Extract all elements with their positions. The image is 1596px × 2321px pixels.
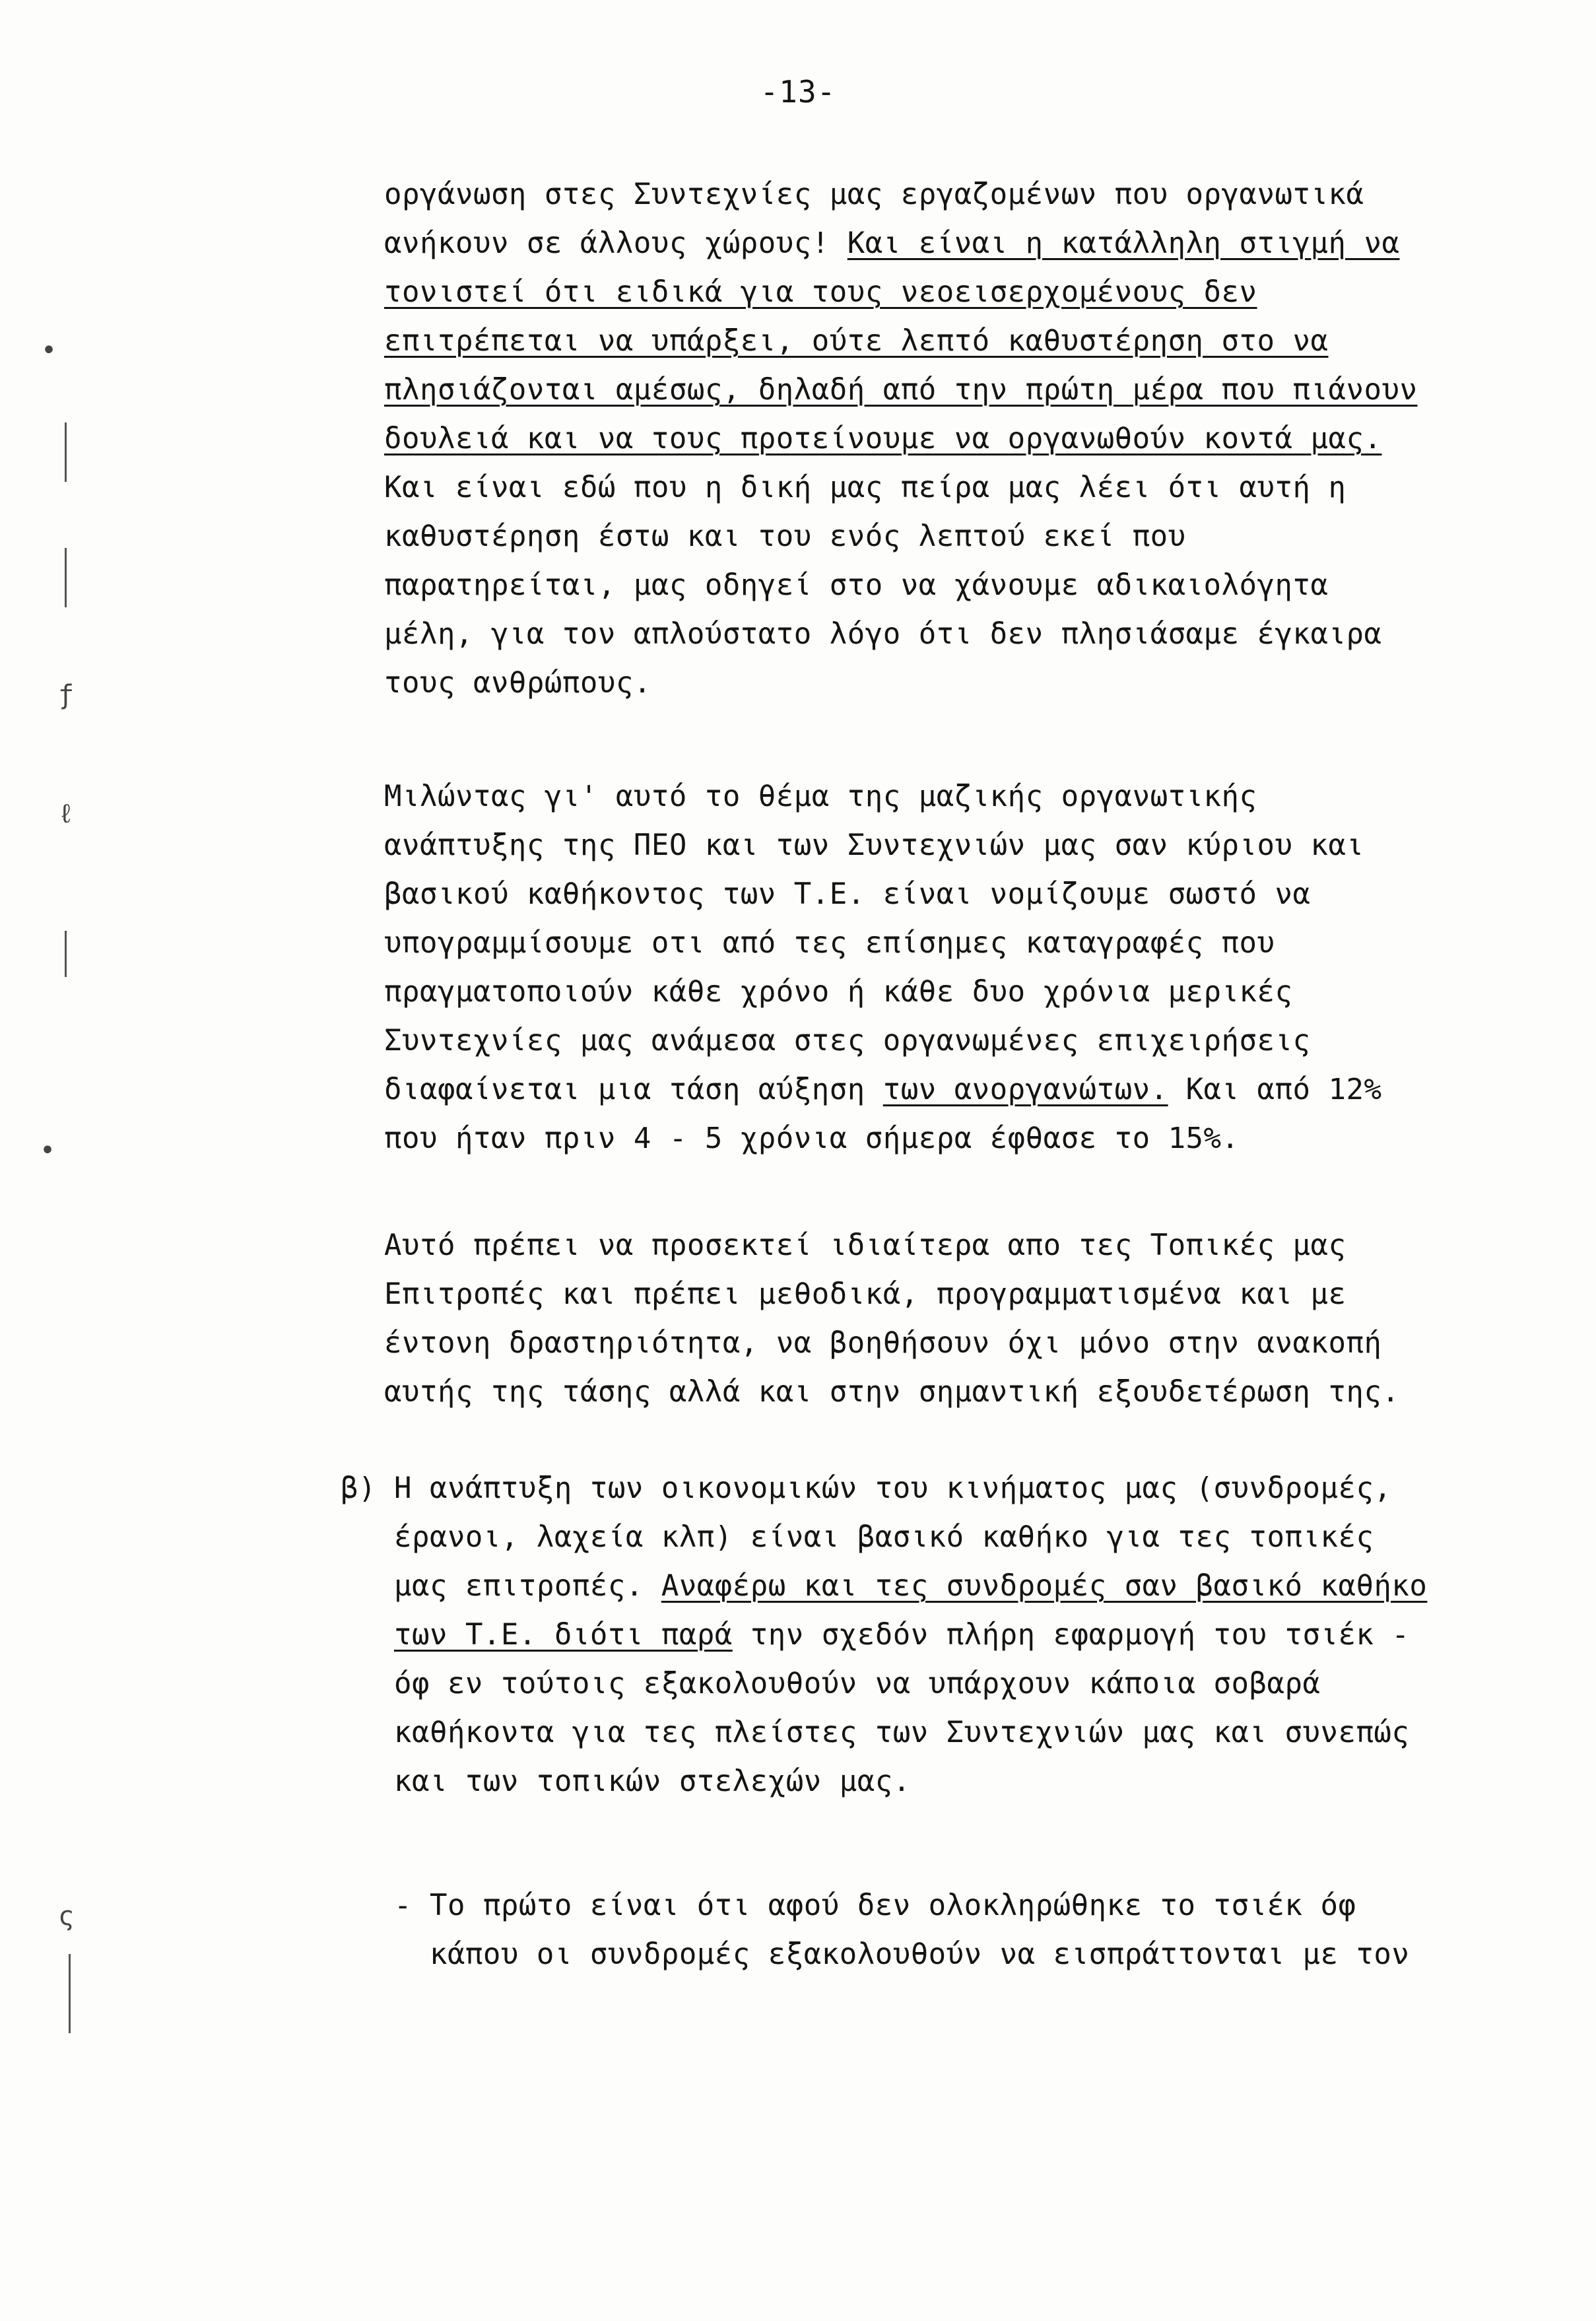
text-run: πραγματοποιούν κάθε χρόνο ή κάθε δυο χρόνια μερικές	[384, 975, 1293, 1009]
text-line	[341, 1660, 1427, 1708]
underlined-text: των Τ.Ε. διότι παρά	[393, 1618, 733, 1652]
margin-mark: ℓ	[58, 799, 75, 829]
text-run: καθήκοντα για τες πλείστες των Συντεχνιών μας και συνεπώς	[341, 1716, 1410, 1749]
text-run: οργάνωση στες Συντεχνίες μας εργαζομένων που οργανωτικά	[384, 178, 1364, 211]
text-line	[384, 1017, 1381, 1065]
text-run: Και από 12%	[1168, 1073, 1382, 1106]
margin-dot: •	[40, 1135, 56, 1166]
text-run: - Το πρώτο είναι ότι αφού δεν ολοκληρώθηκε το τσιέκ όφ	[341, 1889, 1356, 1922]
underlined-text: επιτρέπεται να υπάρξει, ούτε λεπτό καθυστέρηση στο να	[384, 324, 1329, 358]
text-line	[384, 219, 1417, 268]
text-run: τους ανθρώπους.	[384, 666, 651, 700]
text-line	[341, 1930, 1409, 1979]
text-line	[384, 919, 1381, 968]
text-line	[384, 268, 1417, 317]
text-run: β) Η ανάπτυξη των οικονομικών του κινήματος μας (συνδρομές,	[341, 1471, 1392, 1505]
text-run: ανήκουν σε άλλους χώρους!	[384, 226, 848, 260]
text-run: βασικού καθήκοντος των Τ.Ε. είναι νομίζουμε σωστό να	[384, 877, 1311, 911]
text-line	[384, 772, 1381, 821]
text-line	[341, 1708, 1427, 1757]
text-line	[384, 366, 1417, 415]
text-line	[384, 561, 1417, 610]
margin-rule	[65, 931, 67, 977]
text-run: διαφαίνεται μια τάση αύξηση	[384, 1073, 883, 1106]
text-run	[341, 1618, 394, 1652]
text-run: αυτής της τάσης αλλά και στην σημαντική εξουδετέρωση της.	[384, 1375, 1400, 1409]
margin-mark: ƒ	[58, 680, 75, 710]
text-line	[384, 317, 1417, 366]
paragraph-local-committees-task	[384, 1221, 1399, 1417]
text-line	[384, 415, 1417, 463]
text-run: μέλη, για τον απλούστατο λόγο ότι δεν πλησιάσαμε έγκαιρα	[384, 617, 1382, 651]
margin-rule	[69, 1954, 71, 2033]
text-line	[341, 1881, 1409, 1930]
underlined-text: τονιστεί ότι ειδικά για τους νεοεισερχομένους δεν	[384, 275, 1257, 309]
text-line	[341, 1513, 1427, 1562]
underlined-text: πλησιάζονται αμέσως, δηλαδή από την πρώτη μέρα που πιάνουν	[384, 373, 1418, 407]
text-line	[341, 1464, 1427, 1513]
margin-mark: ς	[58, 1901, 75, 1932]
margin-rule	[65, 422, 67, 482]
text-run: Συντεχνίες μας ανάμεσα στες οργανωμένες επιχειρήσεις	[384, 1024, 1311, 1058]
text-run: όφ εν τούτοις εξακολουθούν να υπάρχουν κάποια σοβαρά	[341, 1667, 1321, 1700]
underlined-text: των ανοργανώτων.	[882, 1073, 1168, 1106]
text-run: την σχεδόν πλήρη εφαρμογή του τσιέκ -	[732, 1618, 1410, 1652]
text-line	[341, 1562, 1427, 1611]
underlined-text: δουλειά και να τους προτείνουμε να οργανωθούν κοντά μας.	[384, 422, 1382, 455]
text-run: Αυτό πρέπει να προσεκτεί ιδιαίτερα απο τες Τοπικές μας	[384, 1228, 1347, 1262]
text-line	[384, 1065, 1381, 1114]
margin-dot: •	[41, 335, 57, 366]
margin-rule	[65, 548, 67, 607]
text-line	[384, 1221, 1399, 1270]
text-line	[341, 1611, 1427, 1660]
text-run: κάπου οι συνδρομές εξακολουθούν να εισπράττονται με τον	[341, 1937, 1410, 1971]
text-line	[384, 1114, 1381, 1163]
underlined-text: Και είναι η κατάλληλη στιγμή να	[847, 226, 1400, 260]
text-run: που ήταν πριν 4 - 5 χρόνια σήμερα έφθασε το 15%.	[384, 1122, 1240, 1155]
text-line	[384, 870, 1381, 919]
text-run: ανάπτυξης της ΠΕΟ και των Συντεχνιών μας σαν κύριου και	[384, 828, 1364, 862]
paragraph-organising-new-members	[384, 170, 1417, 708]
paragraph-mass-organisational-development	[384, 772, 1381, 1163]
page-number: -13-	[760, 74, 836, 110]
text-run: παρατηρείται, μας οδηγεί στο να χάνουμε αδικαιολόγητα	[384, 568, 1329, 602]
underlined-text: Αναφέρω και τες συνδρομές σαν βασικό καθήκο	[661, 1569, 1428, 1603]
text-run: έρανοι, λαχεία κλπ) είναι βασικό καθήκο για τες τοπικές	[341, 1520, 1374, 1554]
text-line	[341, 1757, 1427, 1806]
text-line	[384, 659, 1417, 708]
section-b-finances	[341, 1464, 1427, 1806]
text-run: έντονη δραστηριότητα, να βοηθήσουν όχι μόνο στην ανακοπή	[384, 1326, 1382, 1360]
text-run: Και είναι εδώ που η δική μας πείρα μας λέει ότι αυτή η	[384, 471, 1347, 504]
list-item-first-point	[341, 1881, 1409, 1979]
text-run: και των τοπικών στελεχών μας.	[341, 1765, 911, 1798]
text-run: Μιλώντας γι' αυτό το θέμα της μαζικής οργανωτικής	[384, 780, 1257, 813]
text-run: καθυστέρηση έστω και του ενός λεπτού εκεί που	[384, 520, 1186, 553]
text-line	[384, 512, 1417, 561]
text-line	[384, 170, 1417, 219]
text-line	[384, 821, 1381, 870]
text-run: Επιτροπές και πρέπει μεθοδικά, προγραμματισμένα και με	[384, 1277, 1347, 1311]
text-line	[384, 610, 1417, 659]
text-line	[384, 968, 1381, 1017]
text-line	[384, 1368, 1399, 1417]
text-run: υπογραμμίσουμε οτι από τες επίσημες καταγραφές που	[384, 926, 1275, 960]
text-run: μας επιτροπές.	[341, 1569, 661, 1603]
text-line	[384, 1319, 1399, 1368]
text-line	[384, 463, 1417, 512]
text-line	[384, 1270, 1399, 1319]
